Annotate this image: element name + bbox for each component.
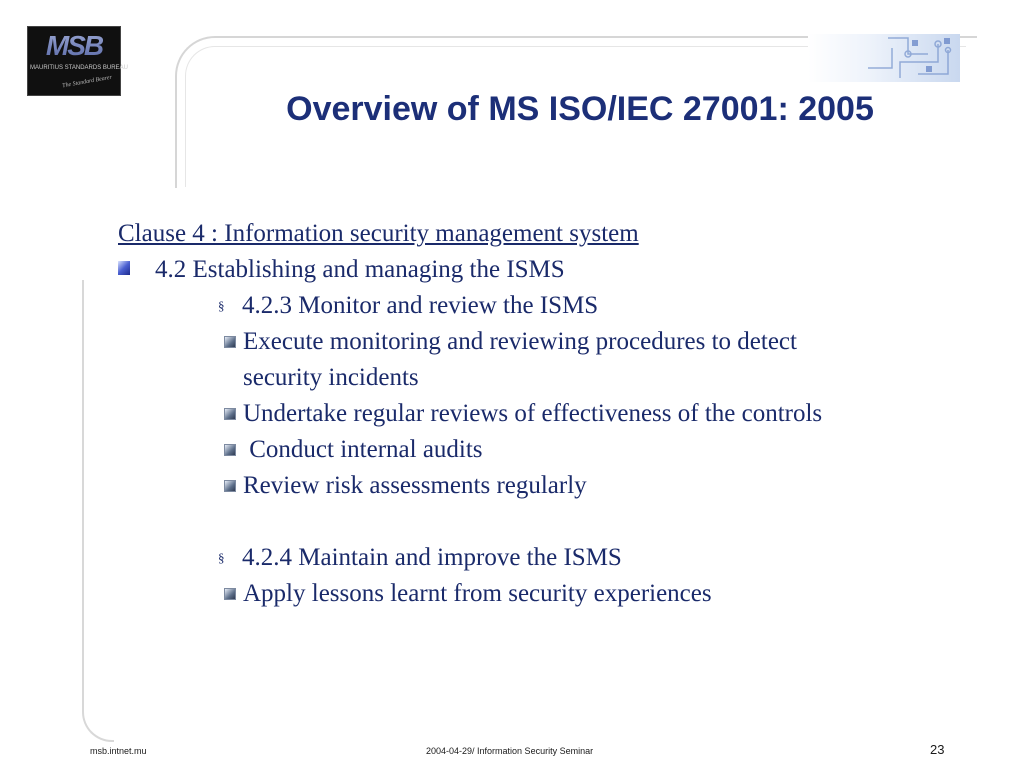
list-item: Review risk assessments regularly (243, 472, 587, 499)
section-heading: 4.2.3 Monitor and review the ISMS (242, 292, 599, 319)
list-item: Execute monitoring and reviewing procedures to detect (243, 328, 797, 355)
decorative-frame-left (82, 280, 114, 742)
bullet-icon (224, 480, 236, 492)
bullet-icon (224, 408, 236, 420)
logo-name: MAURITIUS STANDARDS BUREAU (30, 65, 128, 71)
footer-event: 2004-04-29/ Information Security Seminar (426, 746, 594, 756)
section-heading: 4.2.4 Maintain and improve the ISMS (242, 544, 622, 571)
list-item: Undertake regular reviews of effectiveness of the controls (243, 400, 823, 427)
page-number: 23 (930, 742, 945, 757)
subclause-heading: 4.2 Establishing and managing the ISMS (155, 256, 565, 283)
clause-heading: Clause 4 : Information security management system (118, 220, 639, 247)
logo-tagline: The Standard Bearer (61, 74, 113, 90)
bullet-icon (224, 588, 236, 600)
list-item-continuation: security incidents (243, 364, 419, 391)
bullet-icon (118, 261, 130, 275)
circuit-image (808, 34, 960, 82)
square-bullet-icon: § (218, 298, 225, 313)
footer-website: msb.intnet.mu (90, 746, 147, 756)
square-bullet-icon: § (218, 550, 225, 565)
msb-logo (27, 26, 128, 96)
slide-title: Overview of MS ISO/IEC 27001: 2005 (286, 90, 874, 128)
list-item: Apply lessons learnt from security experiences (243, 580, 712, 607)
bullet-icon (224, 444, 236, 456)
logo-abbreviation: MSB (30, 31, 118, 61)
list-item: Conduct internal audits (243, 436, 483, 463)
circuit-pattern-icon (808, 34, 960, 82)
bullet-icon (224, 336, 236, 348)
